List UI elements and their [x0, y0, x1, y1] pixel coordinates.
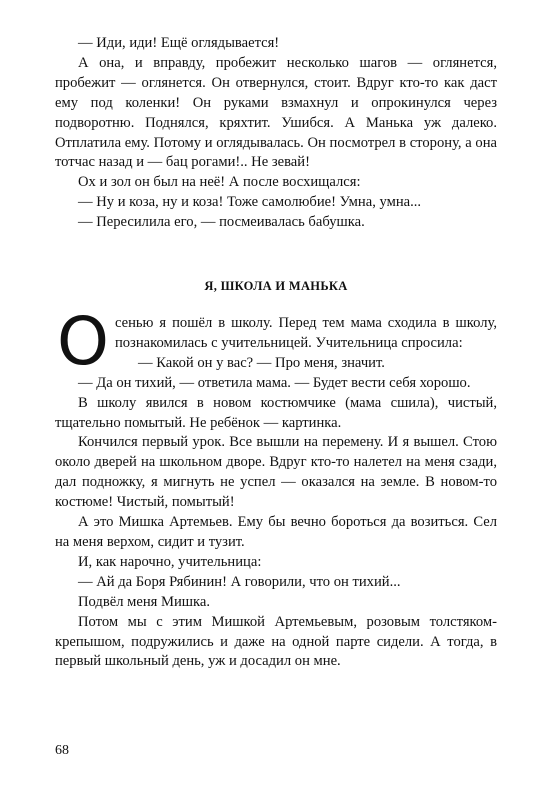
paragraph: — Какой он у вас? — Про меня, значит. [137, 354, 385, 371]
paragraph: Кончился первый урок. Все вышли на перемену. И я вышел. Стою около дверей на школьном дворе. Вдруг кто-то налетел на меня сзади, дал подножку, я мигнуть не успел — оказался на земле. В новом-то костюме! Чистый, помытый! [55, 434, 497, 511]
paragraph: Потом мы с этим Мишкой Артемьевым, розовым толстяком-крепышом, подружились и даже на одной парте сидели. А тогда, в первый школьный день, уж и досадил он мне. [55, 613, 497, 670]
paragraph: А это Мишка Артемьев. Ему бы вечно бороться да возиться. Сел на меня верхом, сидит и тузит. [55, 514, 497, 550]
top-text-block [55, 34, 497, 233]
drop-cap: О [57, 303, 109, 380]
paragraph: Ох и зол он был на неё! А после восхищался: [78, 174, 361, 191]
paragraph: — Ну и коза, ну и коза! Тоже самолюбие! Умна, умна... [78, 194, 422, 211]
page-number: 68 [55, 743, 69, 758]
paragraph: В школу явился в новом костюмчике (мама сшила), чистый, тщательно помытый. Не ребёнок — картинка. [55, 394, 497, 431]
chapter-text-block [55, 303, 497, 672]
paragraph: И, как нарочно, учительница: [78, 553, 262, 570]
paragraph: — Пересилила его, — посмеивалась бабушка. [78, 214, 365, 231]
paragraph: — Ай да Боря Рябинин! А говорили, что он тихий... [78, 573, 401, 590]
paragraph: Подвёл меня Мишка. [78, 593, 211, 610]
paragraph: — Да он тихий, — ответила мама. — Будет вести себя хорошо. [78, 374, 471, 391]
first-paragraph-text: сенью я пошёл в школу. Перед тем мама сходила в школу, познакомилась с учительницей. Учительница спросила: [114, 315, 497, 351]
paragraph: А она, и вправду, пробежит несколько шагов — оглянется, пробежит — оглянется. Он отвернулся, стоит. Вдруг кто-то как даст ему под коленки! Он руками взмахнул и опрокинулся через подворотню. Поднялся, кряхтит. Ушибся. А Манька уж далеко. Отплатила ему. Потому и оглядывалась. Он посмотрел в сторону, а она тотчас назад и — бац рогами!.. Не зевай! [55, 54, 497, 171]
chapter-title: Я, ШКОЛА И МАНЬКА [204, 279, 348, 293]
paragraph: — Иди, иди! Ещё оглядывается! [78, 35, 280, 51]
